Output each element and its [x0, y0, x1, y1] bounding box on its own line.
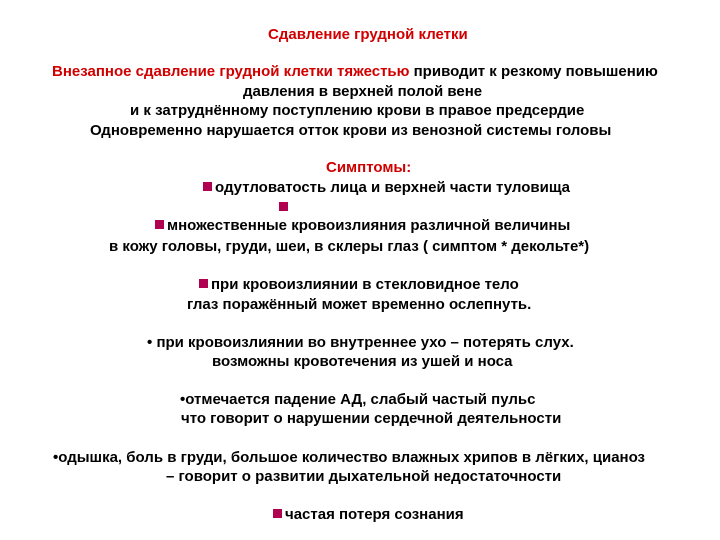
bullet-square-icon	[273, 509, 282, 518]
page-title: Сдавление грудной клетки	[268, 26, 468, 43]
symptom-1-text: одутловатость лица и верхней части туловища	[215, 179, 571, 196]
bullet-dot-icon: •	[147, 334, 153, 351]
bullet-dot-icon: •	[180, 391, 186, 408]
symptom-7-text: частая потеря сознания	[285, 506, 464, 523]
intro-line-2: давления в верхней полой вене	[243, 83, 483, 100]
symptom-5-text-1: отмечается падение АД, слабый частый пульс	[185, 391, 536, 408]
bullet-square-icon	[155, 220, 164, 229]
intro-line-3: и к затруднённому поступлению крови в правое предсердие	[130, 102, 585, 119]
symptom-3-line-2: глаз поражённый может временно ослепнуть.	[187, 296, 532, 313]
symptom-empty	[279, 198, 291, 218]
bullet-square-icon	[199, 279, 208, 288]
symptom-3-line-1	[199, 275, 519, 295]
symptoms-heading: Симптомы:	[326, 159, 412, 176]
symptom-7	[273, 505, 464, 525]
intro-line-4: Одновременно нарушается отток крови из венозной системы головы	[90, 122, 612, 139]
bullet-square-icon	[279, 202, 288, 211]
intro-lead-rest: приводит к резкому повышению	[409, 63, 658, 80]
symptom-2-line-1	[155, 216, 570, 236]
bullet-square-icon	[203, 182, 212, 191]
symptom-4-text-1: при кровоизлиянии во внутреннее ухо – потерять слух.	[156, 334, 574, 351]
symptom-6-text-1: одышка, боль в груди, большое количество влажных хрипов в лёгких, цианоз	[58, 449, 646, 466]
symptom-1	[203, 178, 570, 198]
symptom-2-text-1: множественные кровоизлияния различной величины	[167, 217, 571, 234]
symptom-4-line-1	[147, 333, 574, 353]
symptom-6-line-2: – говорит о развитии дыхательной недостаточности	[166, 468, 562, 485]
symptom-2-line-2: в кожу головы, груди, шеи, в склеры глаз ( симптом * декольте*)	[109, 238, 590, 255]
intro-lead-red: Внезапное сдавление грудной клетки тяжестью	[52, 63, 410, 80]
intro-line-1	[52, 62, 658, 82]
bullet-dot-icon: •	[53, 449, 59, 466]
symptom-6-line-1	[53, 448, 645, 468]
symptom-5-line-1	[180, 390, 535, 410]
symptom-5-line-2: что говорит о нарушении сердечной деятельности	[181, 410, 562, 427]
symptom-3-text-1: при кровоизлиянии в стекловидное тело	[211, 276, 519, 293]
symptom-4-line-2: возможны кровотечения из ушей и носа	[212, 353, 513, 370]
